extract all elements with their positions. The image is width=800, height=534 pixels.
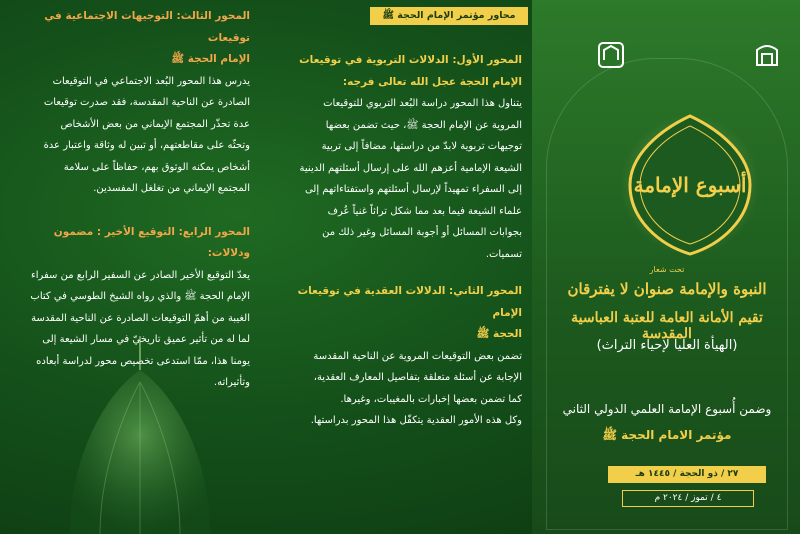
slogan-text: النبوة والإمامة صنوان لا يفترقان bbox=[567, 280, 767, 298]
text-line: لما له من تأثير عميق تاريخيّ في مسار الشيعة إلى bbox=[42, 334, 250, 345]
text-line: أشخاص يمكنه الوثوق بهم، حفاظاً على سلامة bbox=[63, 161, 250, 173]
text-line: يتناول هذا المحور دراسة البُعد التربوي للتوقيعات bbox=[323, 98, 522, 109]
conference-axes-banner: محاور مؤتمر الإمام الحجة ﷺ bbox=[370, 7, 528, 25]
axis-two-title-cont: الحجة ﷺ bbox=[476, 328, 522, 340]
axis-four-title: المحور الرابع: التوقيع الأخير : مضمون ودلالات: bbox=[53, 225, 250, 259]
axis-one-title: المحور الأول: الدلالات التربوية في توقيعات bbox=[299, 54, 522, 66]
text-line: الصادرة عن الناحية المقدسة، فقد صدرت توقيعات bbox=[43, 97, 250, 108]
text-line: الشيعة الإمامية أعزهم الله على إرسال أسئلتهم الدينية bbox=[299, 162, 522, 174]
axis-one-title-cont: الإمام الحجة عجل الله تعالى فرجه: bbox=[342, 75, 522, 88]
slogan-label: تحت شعار bbox=[649, 265, 685, 274]
emblem-text: أسبوع الإمامة bbox=[633, 173, 747, 197]
axis-two-title: المحور الثاني: الدلالات العقدية في توقيعات الإمام bbox=[297, 285, 522, 319]
text-line: يدرس هذا المحور البُعد الاجتماعي في التوقيعات bbox=[52, 75, 250, 87]
text-line: يعدّ التوقيع الأخير الصادر عن السفير الرابع من سفراء bbox=[31, 269, 250, 281]
text-line: وكل هذه الأمور العقدية يتكفّل هذا المحور بدراستها. bbox=[310, 415, 522, 426]
gregorian-date: ٤ / تموز / ٢٠٢٤ م bbox=[622, 490, 754, 507]
heritage-logo-icon bbox=[596, 40, 626, 70]
text-line: علماء الشيعة فيما بعد مما شكل تراثاً غنياً عُرف bbox=[327, 205, 522, 217]
text-line: وتأثيراته. bbox=[213, 377, 250, 388]
axis-three-title-cont: الإمام الحجة ﷺ bbox=[171, 53, 250, 65]
text-line: تسميات. bbox=[485, 248, 522, 260]
text-line: إلى السفراء تمهيداً لإرسال أسئلتهم واستفتاءاتهم إلى bbox=[304, 184, 522, 195]
organizer-sub-text: (الهيأة العليا لإحياء التراث) bbox=[596, 338, 738, 353]
middle-column bbox=[278, 50, 522, 432]
text-line: يومنا هذا، ممّا استدعى تخصيص محور لدراسة أبعاده bbox=[36, 355, 250, 367]
hijri-date: ٢٧ / ذو الحجة / ١٤٤٥ هـ bbox=[608, 466, 766, 483]
axis-one-body bbox=[278, 93, 522, 265]
text-line: عدة تحذّر المجتمع الإيماني من بعض الأشخاص bbox=[60, 118, 250, 130]
axis-three-title: المحور الثالث: التوجيهات الاجتماعية في توقيعات bbox=[44, 10, 250, 44]
text-line: الغيبة من أهمّ التوقيعات الصادرة عن الناحية المقدسة bbox=[31, 312, 250, 324]
organizer-text: تقيم الأمانة العامة للعتبة العباسية المقدسة bbox=[571, 310, 763, 342]
text-line: كما تضمن بعضها إخبارات بالمغيبات، وغيرها. bbox=[340, 393, 522, 405]
text-line: توجيهات تربوية لابدّ من دراستها، مضافاً إلى تربية bbox=[321, 141, 522, 152]
text-line: وتحثّه على مقاطعتهم، أو تبين له وثاقة واعتبار عدة bbox=[43, 140, 250, 151]
shrine-logo-icon bbox=[752, 40, 782, 70]
dome-image bbox=[60, 330, 220, 534]
imamate-week-emblem bbox=[620, 110, 760, 260]
text-line: بجوابات المسائل أو أجوبة المسائل وغير ذلك من bbox=[322, 227, 522, 238]
axis-two-body bbox=[278, 346, 522, 432]
week-text: وضمن أُسبوع الإمامة العلمي الدولي الثاني bbox=[562, 402, 772, 416]
text-line: المجتمع الإيماني من تغلغل المفسدين. bbox=[93, 183, 250, 194]
text-line: الإمام الحجة ﷺ والذي رواه الشيخ الطوسي في كتاب bbox=[30, 291, 250, 302]
text-line: تضمن بعض التوقيعات المروية عن الناحية المقدسة bbox=[313, 350, 522, 362]
text-line: المروية عن الإمام الحجة ﷺ، حيث تضمن بعضها bbox=[325, 119, 522, 131]
text-line: الإجابة عن أسئلة متعلقة بتفاصيل المعارف العقدية، bbox=[313, 372, 522, 383]
axis-three-body bbox=[14, 71, 250, 200]
conference-title: مؤتمر الامام الحجة ﷺ bbox=[602, 428, 732, 442]
